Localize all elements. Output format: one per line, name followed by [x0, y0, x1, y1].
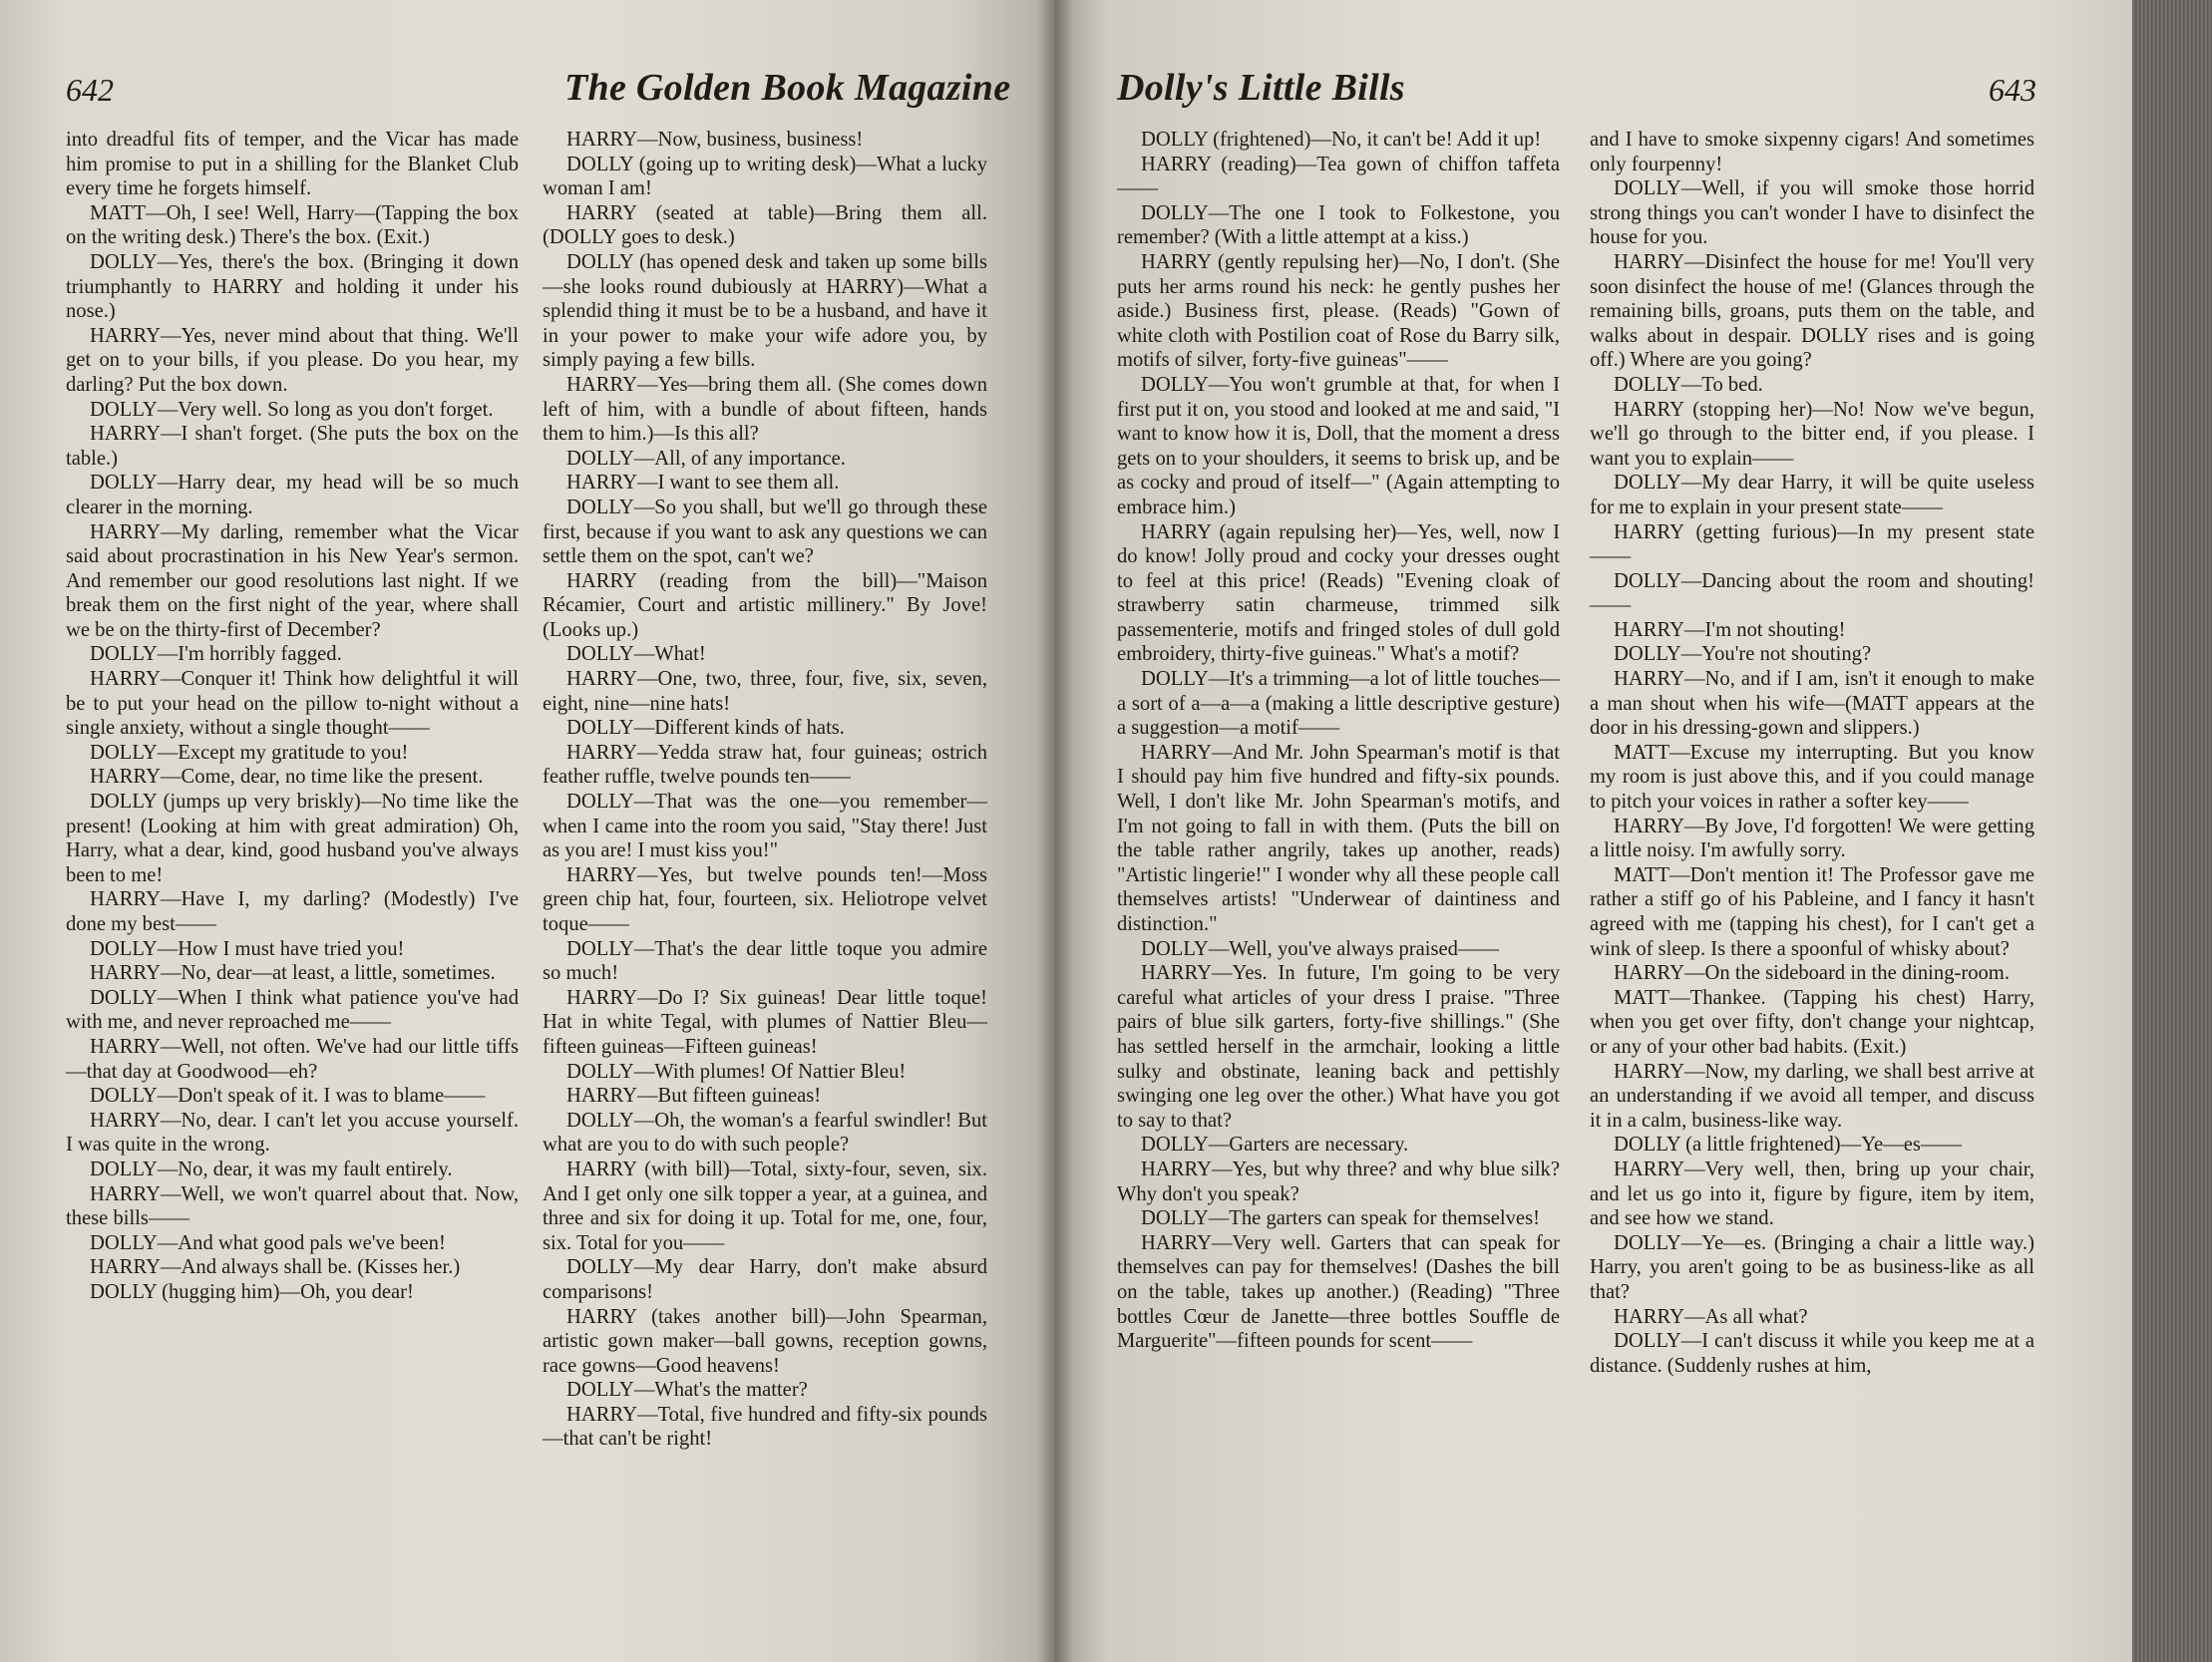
paragraph: HARRY—Disinfect the house for me! You'll very soon disinfect the house of me! (Glances through the remaining bills, groans, puts them on the table, and walks about in despair. DOLLY rises and is going off.) Where are you going? — [1590, 250, 2034, 372]
left-page — [0, 0, 1055, 1662]
paragraph: HARRY (getting furious)—In my present state—— — [1590, 520, 2034, 568]
paragraph: DOLLY—When I think what patience you've had with me, and never reproached me—— — [66, 986, 519, 1034]
paragraph: HARRY (stopping her)—No! Now we've begun, we'll go through to the bitter end, if you please. I want you to explain—— — [1590, 398, 2034, 470]
paragraph: DOLLY—And what good pals we've been! — [90, 1231, 446, 1254]
paragraph: DOLLY—You won't grumble at that, for when I first put it on, you stood and looked at me and said, "I want to know how it is, Doll, that the moment a dress gets on to your shoulders, it seems to brisk up, and be as cocky and proud of itself—" (Again attempting to embrace him.) — [1117, 373, 1560, 518]
paragraph: HARRY—Well, not often. We've had our little tiffs—that day at Goodwood—eh? — [66, 1035, 519, 1083]
running-head: The Golden Book Magazine — [564, 67, 1011, 109]
paragraph: DOLLY—You're not shouting? — [1614, 643, 1872, 666]
paragraph: MATT—Oh, I see! Well, Harry—(Tapping the box on the writing desk.) There's the box. (Exit.) — [66, 201, 519, 249]
paragraph: HARRY—I'm not shouting! — [1614, 618, 1846, 641]
paragraph: DOLLY—Ye—es. (Bringing a chair a little way.) Harry, you aren't going to be as business-like as all that? — [1590, 1231, 2034, 1303]
paragraph: HARRY—I want to see them all. — [566, 472, 840, 495]
paragraph: MATT—Don't mention it! The Professor gave me rather a stiff go of his Pableine, and I fancy it hasn't agreed with me (tapping his chest), for I can't get a wink of sleep. Is there a spoonful of whisky about? — [1590, 863, 2034, 960]
paragraph: HARRY—My darling, remember what the Vicar said about procrastination in his New Year's sermon. And remember our good resolutions last night. If we break them on the first night of the year, where shall we be on the thirty-first of December? — [66, 520, 519, 641]
paragraph: DOLLY—Very well. So long as you don't forget. — [90, 398, 494, 421]
text-column — [1590, 128, 2034, 1378]
page-number: 643 — [1989, 72, 2036, 108]
paragraph: DOLLY—To bed. — [1614, 373, 1763, 396]
paragraph: HARRY—But fifteen guineas! — [566, 1085, 822, 1108]
paragraph: DOLLY—I'm horribly fagged. — [90, 643, 342, 666]
paragraph: DOLLY—The one I took to Folkestone, you remember? (With a little attempt at a kiss.) — [1117, 201, 1560, 249]
paragraph: HARRY—One, two, three, four, five, six, seven, eight, nine—nine hats! — [543, 668, 987, 715]
paragraph: HARRY—Very well, then, bring up your chair, and let us go into it, figure by figure, item by item, and see how we stand. — [1590, 1158, 2034, 1230]
paragraph: HARRY—Have I, my darling? (Modestly) I've done my best—— — [66, 888, 519, 935]
paragraph: DOLLY (jumps up very briskly)—No time like the present! (Looking at him with great admiration) Oh, Harry, what a dear, kind, good husband you've always been to me! — [66, 791, 519, 886]
paragraph: DOLLY (going up to writing desk)—What a lucky woman I am! — [543, 153, 987, 200]
paragraph: DOLLY—Yes, there's the box. (Bringing it down triumphantly to HARRY and holding it under his nose.) — [66, 250, 519, 323]
paragraph: DOLLY—So you shall, but we'll go through these first, because if you want to ask any questions we can settle them on the spot, can't we? — [543, 496, 987, 568]
paragraph: DOLLY (a little frightened)—Ye—es—— — [1614, 1134, 1963, 1157]
paragraph: HARRY—Yes. In future, I'm going to be very careful what articles of your dress I praise. "Three pairs of blue silk garters, forty-five shillings." (She has settled herself in the armchair, looking a little sulky and obstinate, leaning back and pettishly swinging one leg over the other.) What have you got to say to that? — [1117, 962, 1560, 1132]
paragraph: HARRY—Now, my darling, we shall best arrive at an understanding if we avoid all temper, and discuss it in a calm, business-like way. — [1590, 1060, 2034, 1132]
paragraph: DOLLY—What! — [566, 643, 706, 666]
paragraph: DOLLY—Well, you've always praised—— — [1141, 937, 1500, 960]
paragraph: HARRY—No, dear. I can't let you accuse yourself. I was quite in the wrong. — [66, 1109, 519, 1157]
paragraph: HARRY—By Jove, I'd forgotten! We were getting a little noisy. I'm awfully sorry. — [1590, 815, 2034, 862]
book-gutter — [1037, 0, 1073, 1662]
paragraph: HARRY—Yes, but why three? and why blue silk? Why don't you speak? — [1117, 1158, 1560, 1205]
running-head: Dolly's Little Bills — [1117, 67, 1405, 109]
paragraph: HARRY—Do I? Six guineas! Dear little toque! Hat in white Tegal, with plumes of Nattier Bleu—fifteen guineas—Fifteen guineas! — [543, 986, 987, 1058]
paragraph: HARRY (takes another bill)—John Spearman, artistic gown maker—ball gowns, reception gowns, race gowns—Good heavens! — [543, 1305, 987, 1377]
paragraph: HARRY—Yes, but twelve pounds ten!—Moss green chip hat, four, fourteen, six. Heliotrope velvet toque—— — [543, 863, 987, 935]
paragraph: HARRY (gently repulsing her)—No, I don't. (She puts her arms round his neck: he gently pushes her aside.) Business first, please. (Reads) "Gown of white cloth with Postilion coat of Rose du Barry silk, motifs of silver, forty-five guineas"—— — [1117, 250, 1560, 372]
page-number: 642 — [66, 72, 114, 108]
paragraph: DOLLY (has opened desk and taken up some bills—she looks round dubiously at HARRY)—What a splendid thing it must be to be a husband, and have it in your power to make your wife adore you, by simply paying a few bills. — [543, 250, 987, 372]
paragraph: DOLLY (hugging him)—Oh, you dear! — [90, 1280, 414, 1303]
paragraph: DOLLY—With plumes! Of Nattier Bleu! — [566, 1060, 907, 1083]
paragraph: HARRY—As all what? — [1614, 1305, 1808, 1328]
paragraph: DOLLY—Harry dear, my head will be so much clearer in the morning. — [66, 472, 519, 518]
paragraph: HARRY—Well, we won't quarrel about that. Now, these bills—— — [66, 1182, 519, 1230]
paragraph: DOLLY—All, of any importance. — [566, 447, 846, 470]
paragraph: HARRY (reading)—Tea gown of chiffon taffeta—— — [1117, 153, 1560, 200]
paragraph: DOLLY—My dear Harry, don't make absurd comparisons! — [543, 1256, 987, 1303]
paragraph: DOLLY—Well, if you will smoke those horrid strong things you can't wonder I have to disinfect the house for you. — [1590, 177, 2034, 249]
paragraph: MATT—Thankee. (Tapping his chest) Harry, when you get over fifty, don't change your nightcap, or any of your other bad habits. (Exit.) — [1590, 986, 2034, 1058]
paragraph: HARRY—Very well. Garters that can speak for themselves can pay for themselves! (Dashes the bill on the table, takes up another.) (Reading) "Three bottles Cœur de Janette—three bottles Souffle de Marguerite"—fifteen pounds for scent—— — [1117, 1231, 1560, 1353]
paragraph: HARRY—Yes—bring them all. (She comes down left of him, with a bundle of about fifteen, hands them to him.)—Is this all? — [543, 373, 987, 446]
paragraph: HARRY—On the sideboard in the dining-room. — [1614, 962, 2010, 985]
paragraph: HARRY (again repulsing her)—Yes, well, now I do know! Jolly proud and cocky your dresses ought to feel at this price! (Reads) "Evening cloak of strawberry satin charmeuse, trimmed silk passementerie, motifs and fringed stoles of dull gold embroidery, thirty-five guineas." What's a motif? — [1117, 520, 1560, 666]
paragraph: HARRY—Yedda straw hat, four guineas; ostrich feather ruffle, twelve pounds ten—— — [543, 741, 987, 789]
text-column — [543, 128, 987, 1452]
paragraph: DOLLY—How I must have tried you! — [90, 937, 405, 960]
paragraph: DOLLY—My dear Harry, it will be quite useless for me to explain in your present state—— — [1590, 472, 2034, 518]
paragraph: into dreadful fits of temper, and the Vicar has made him promise to put in a shilling for the Blanket Club every time he forgets himself. — [66, 129, 519, 200]
paragraph: and I have to smoke sixpenny cigars! And sometimes only fourpenny! — [1590, 129, 2034, 175]
paragraph: HARRY—And always shall be. (Kisses her.) — [90, 1256, 461, 1279]
page-edges — [2132, 0, 2212, 1662]
paragraph: HARRY (seated at table)—Bring them all. (DOLLY goes to desk.) — [543, 201, 987, 249]
paragraph: DOLLY—The garters can speak for themselves! — [1141, 1207, 1540, 1230]
paragraph: DOLLY—No, dear, it was my fault entirely. — [90, 1158, 453, 1180]
text-column — [66, 128, 519, 1305]
paragraph: HARRY (with bill)—Total, sixty-four, seven, six. And I get only one silk topper a year, at a guinea, and three and six for doing it up. Total for me, one, four, six. Total for you—— — [543, 1158, 987, 1254]
paragraph: HARRY—And Mr. John Spearman's motif is that I should pay him five hundred and fifty-six pounds. Well, I don't like Mr. John Spearman's motifs, and I'm not going to fall in with them. (Puts the bill on the table rather angrily, takes up another, reads) "Artistic lingerie!" I wonder why all these people call themselves artists! "Underwear of daintiness and distinction." — [1117, 741, 1560, 935]
paragraph: DOLLY—It's a trimming—a lot of little touches—a sort of a—a—a (making a little descriptive gesture) a suggestion—a motif—— — [1117, 668, 1560, 740]
paragraph: DOLLY—That's the dear little toque you admire so much! — [543, 937, 987, 985]
paragraph: HARRY—Conquer it! Think how delightful it will be to put your head on the pillow to-night without a single anxiety, without a single thought—— — [66, 668, 519, 740]
paragraph: DOLLY—What's the matter? — [566, 1379, 808, 1402]
paragraph: DOLLY—Except my gratitude to you! — [90, 741, 409, 764]
paragraph: DOLLY (frightened)—No, it can't be! Add it up! — [1141, 129, 1542, 151]
paragraph: DOLLY—Don't speak of it. I was to blame—— — [90, 1085, 486, 1108]
paragraph: HARRY—Yes, never mind about that thing. We'll get on to your bills, if you please. Do you hear, my darling? Put the box down. — [66, 324, 519, 396]
paragraph: DOLLY—Garters are necessary. — [1141, 1134, 1409, 1157]
paragraph: MATT—Excuse my interrupting. But you know my room is just above this, and if you could manage to pitch your voices in rather a softer key—— — [1590, 741, 2034, 814]
paragraph: HARRY—No, and if I am, isn't it enough to make a man shout when his wife—(MATT appears at the door in his dressing-gown and slippers.) — [1590, 668, 2034, 740]
paragraph: DOLLY—That was the one—you remember—when I came into the room you said, "Stay there! Just as you are! I must kiss you!" — [543, 791, 987, 862]
paragraph: HARRY (reading from the bill)—"Maison Récamier, Court and artistic millinery." By Jove! (Looks up.) — [543, 569, 987, 641]
paragraph: DOLLY—Dancing about the room and shouting!—— — [1590, 569, 2034, 617]
paragraph: HARRY—I shan't forget. (She puts the box on the table.) — [66, 423, 519, 470]
paragraph: HARRY—Come, dear, no time like the present. — [90, 766, 484, 789]
paragraph: DOLLY—I can't discuss it while you keep me at a distance. (Suddenly rushes at him, — [1590, 1330, 2034, 1377]
text-column — [1117, 128, 1560, 1354]
paragraph: HARRY—Now, business, business! — [566, 129, 864, 151]
paragraph: DOLLY—Oh, the woman's a fearful swindler! But what are you to do with such people? — [543, 1109, 987, 1157]
paragraph: DOLLY—Different kinds of hats. — [566, 717, 845, 740]
paragraph: HARRY—Total, five hundred and fifty-six pounds—that can't be right! — [543, 1403, 987, 1451]
paragraph: HARRY—No, dear—at least, a little, sometimes. — [90, 962, 496, 985]
